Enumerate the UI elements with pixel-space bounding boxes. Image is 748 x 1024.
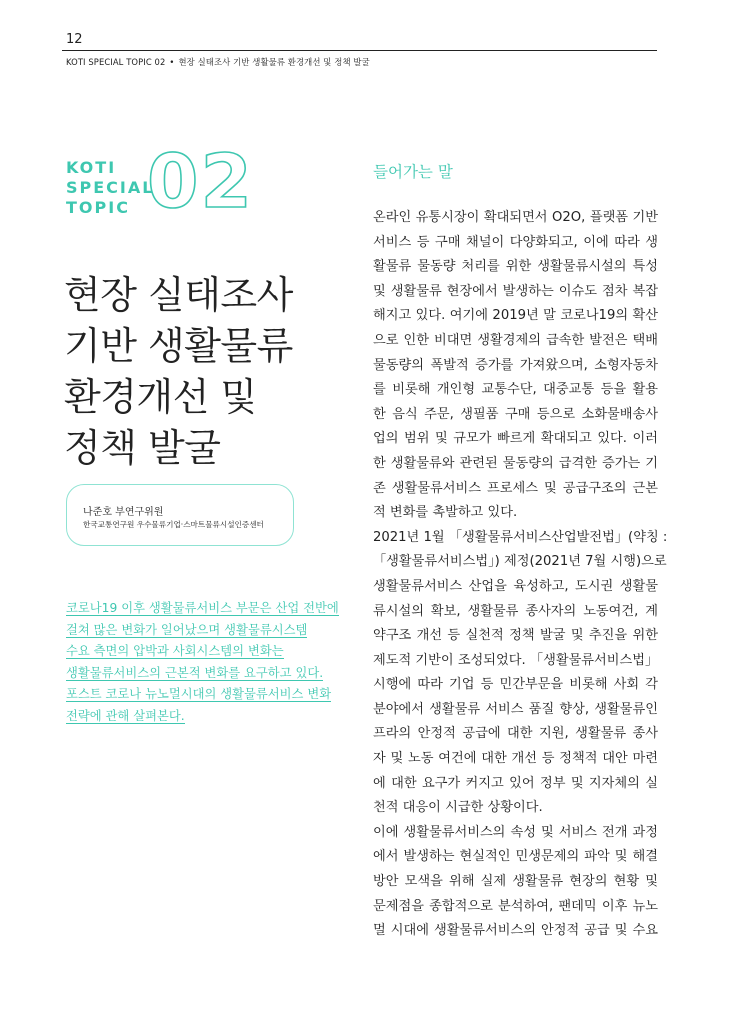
body-line: 에서 발생하는 현실적인 민생문제의 파악 및 해결 bbox=[373, 849, 658, 865]
summary-line: 걸쳐 많은 변화가 일어났으며 생활물류시스템 bbox=[66, 622, 308, 637]
author-name: 나준호 부연구위원 bbox=[83, 507, 164, 518]
body-line: 물동량의 폭발적 증가를 가져왔으며, 소형자동차 bbox=[373, 357, 658, 373]
body-line: 류시설의 확보, 생활물류 종사자의 노동여건, 계 bbox=[373, 603, 658, 619]
summary-line: 생활물류서비스의 근본적 변화를 요구하고 있다. bbox=[66, 665, 324, 680]
title-line: 현장 실태조사 bbox=[64, 273, 293, 317]
article-title bbox=[64, 270, 349, 474]
header-divider bbox=[62, 50, 657, 51]
body-line: 방안 모색을 위해 실제 생활물류 현장의 현황 및 bbox=[373, 874, 658, 890]
title-line: 기반 생활물류 bbox=[64, 324, 293, 368]
body-line: 서비스 등 구매 채널이 다양화되고, 이에 따라 생 bbox=[373, 234, 658, 250]
body-line: 프라의 안정적 공급에 대한 지원, 생활물류 종사 bbox=[373, 726, 658, 742]
body-line: 약구조 개선 등 실천적 정책 발굴 및 추진을 위한 bbox=[373, 628, 658, 644]
body-text bbox=[373, 206, 668, 944]
body-line: 이에 생활물류서비스의 속성 및 서비스 전개 과정 bbox=[373, 824, 658, 840]
article-summary bbox=[66, 598, 340, 727]
title-line: 정책 발굴 bbox=[64, 426, 221, 470]
body-line: 멀 시대에 생활물류서비스의 안정적 공급 및 수요 bbox=[373, 923, 658, 939]
body-line: 자 및 노동 여건에 대한 개선 등 정책적 대안 마련 bbox=[373, 751, 658, 767]
body-line: 를 비롯해 개인형 교통수단, 대중교통 등을 활용 bbox=[373, 382, 658, 398]
running-head-title: 현장 실태조사 기반 생활물류 환경개선 및 정책 발굴 bbox=[178, 57, 370, 67]
body-line: 해지고 있다. 여기에 2019년 말 코로나19의 확산 bbox=[373, 308, 658, 324]
body-line: 존 생활물류서비스 프로세스 및 공급구조의 근본 bbox=[373, 480, 658, 496]
summary-line: 전략에 관해 살펴본다. bbox=[66, 708, 185, 723]
running-head bbox=[66, 56, 370, 68]
topic-label-line: KOTI bbox=[66, 158, 117, 177]
topic-label bbox=[66, 158, 154, 218]
running-head-separator: • bbox=[169, 57, 175, 67]
topic-number: 02 bbox=[147, 139, 254, 225]
topic-label-line: SPECIAL bbox=[66, 178, 155, 197]
body-line: 한 음식 주문, 생필품 구매 등으로 소화물배송사 bbox=[373, 406, 658, 422]
body-line: 및 생활물류 현장에서 발생하는 이슈도 점차 복잡 bbox=[373, 283, 658, 299]
body-line: 한 생활물류와 관련된 물동량의 급격한 증가는 기 bbox=[373, 455, 658, 471]
running-head-series: KOTI SPECIAL TOPIC 02 bbox=[66, 57, 166, 67]
title-line: 환경개선 및 bbox=[64, 375, 257, 419]
summary-line: 수요 측면의 압박과 사회시스템의 변화는 bbox=[66, 644, 284, 658]
topic-label-line: TOPIC bbox=[66, 198, 130, 217]
summary-line: 코로나19 이후 생활물류서비스 부문은 산업 전반에 bbox=[66, 601, 339, 615]
body-line: 적 변화를 촉발하고 있다. bbox=[373, 505, 518, 521]
body-line: 2021년 1월 「생활물류서비스산업발전법」(약칭 : bbox=[373, 529, 668, 545]
body-line: 생활물류서비스 산업을 육성하고, 도시권 생활물 bbox=[373, 578, 658, 594]
body-line: 천적 대응이 시급한 상황이다. bbox=[373, 800, 543, 816]
body-line: 에 대한 요구가 커지고 있어 정부 및 지자체의 실 bbox=[373, 775, 658, 791]
body-line: 온라인 유통시장이 확대되면서 O2O, 플랫폼 기반 bbox=[373, 210, 658, 225]
body-line: 「생활물류서비스법」) 제정(2021년 7월 시행)으로 bbox=[373, 554, 667, 570]
body-line: 문제점을 종합적으로 분석하여, 팬데믹 이후 뉴노 bbox=[373, 898, 658, 914]
author-box bbox=[66, 484, 294, 546]
section-heading: 들어가는 말 bbox=[373, 163, 453, 181]
body-line: 업의 범위 및 규모가 빠르게 확대되고 있다. 이러 bbox=[373, 431, 658, 447]
summary-line: 포스트 코로나 뉴노멀시대의 생활물류서비스 변화 bbox=[66, 687, 332, 701]
body-line: 활물류 물동량 처리를 위한 생활물류시설의 특성 bbox=[373, 259, 658, 275]
page-number: 12 bbox=[66, 32, 83, 47]
body-line: 제도적 기반이 조성되었다. 「생활물류서비스법」 bbox=[373, 652, 659, 668]
body-line: 으로 인한 비대면 생활경제의 급속한 발전은 택배 bbox=[373, 332, 658, 348]
author-affiliation: 한국교통연구원 우수물류기업·스마트물류시설인증센터 bbox=[83, 520, 264, 529]
body-line: 분야에서 생활물류 서비스 품질 향상, 생활물류인 bbox=[373, 701, 658, 717]
body-line: 시행에 따라 기업 등 민간부문을 비롯해 사회 각 bbox=[373, 677, 658, 693]
